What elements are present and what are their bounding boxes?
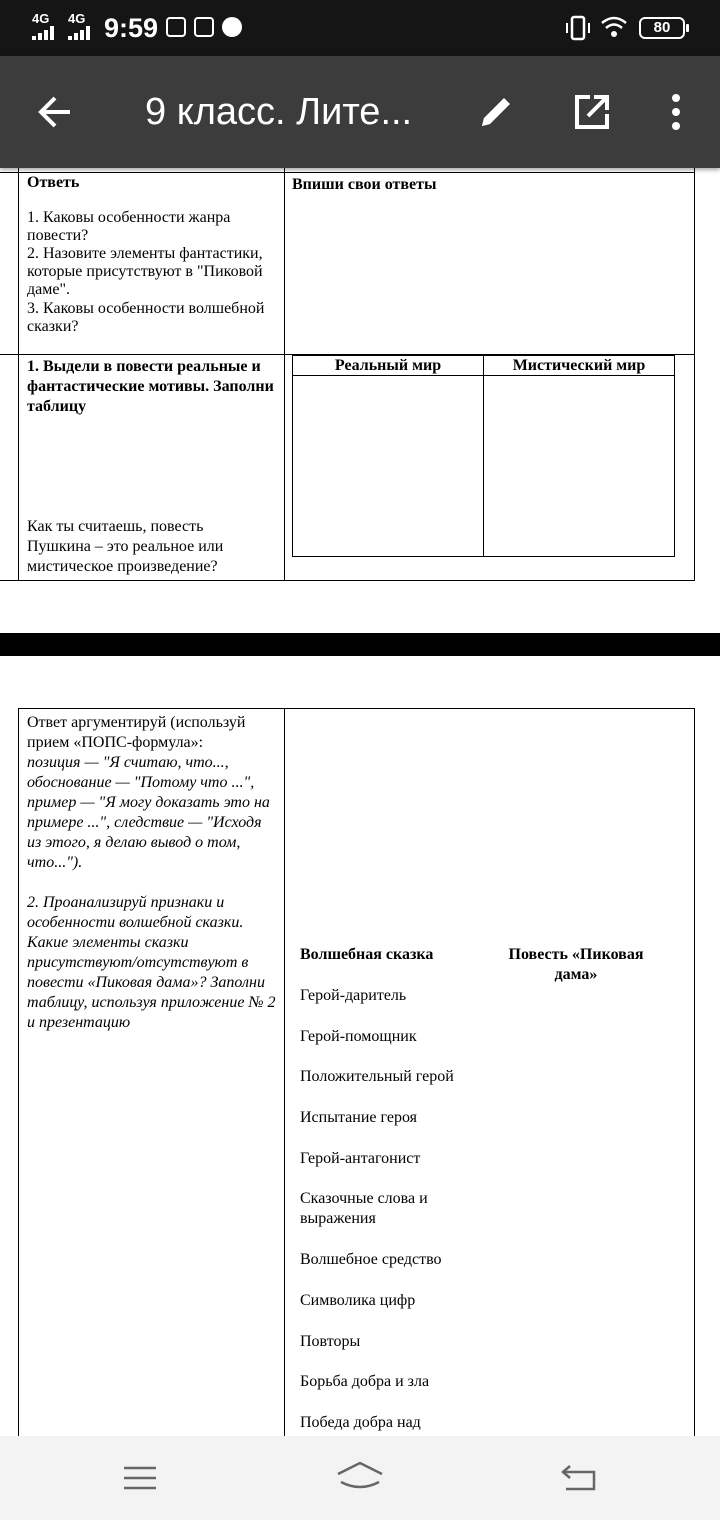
- vibrate-icon: [565, 14, 591, 42]
- table2-border-top: [18, 708, 695, 709]
- status-bar: [0, 0, 720, 56]
- back-button[interactable]: [26, 82, 86, 142]
- header-fairy-tale: Волшебная сказка: [300, 946, 434, 963]
- argument-intro: Ответ аргументируй (используй прием «ПОПС-формула»:: [27, 714, 246, 751]
- list-item: Победа добра над: [300, 1414, 421, 1431]
- speed-icon: [222, 17, 242, 37]
- table-border-left: [18, 168, 19, 581]
- list-item: Герой-помощник: [300, 1028, 417, 1045]
- network-type-2: 4G: [68, 11, 86, 26]
- table-border-right: [694, 168, 695, 581]
- open-external-button[interactable]: [562, 82, 622, 142]
- instagram-icon: [194, 17, 214, 37]
- table-border-bottom: [0, 580, 695, 581]
- navigation-bar: [0, 1436, 720, 1520]
- list-item: Волшебное средство: [300, 1251, 442, 1268]
- pops-formula: позиция — "Я считаю, что..., обоснование — "Потому что ...", пример — "Я могу доказать это на примере ...", следствие — "Исходя из этого, я делаю вывод о том, что...").: [27, 754, 270, 871]
- back-nav-button[interactable]: [550, 1456, 610, 1500]
- inner-table-left: [292, 355, 293, 557]
- answer-prompt: Впиши свои ответы: [292, 176, 437, 193]
- list-item: Герой-антагонист: [300, 1150, 421, 1167]
- message-icon: [166, 17, 186, 37]
- question-1: 1. Каковы особенности жанра повести?: [27, 209, 231, 244]
- inner-table-middle: [483, 355, 484, 557]
- list-item: Положительный герой: [300, 1068, 454, 1085]
- page-2: [0, 656, 720, 1436]
- arrow-back-icon: [36, 92, 76, 132]
- question-2: 2. Назовите элементы фантастики, которые присутствуют в "Пиковой даме".: [27, 245, 263, 298]
- document-title: 9 класс. Лите...: [145, 91, 413, 133]
- task-2: 2. Проанализируй признаки и особенности волшебной сказки. Какие элементы сказки присутствуют/отсутствуют в повести «Пиковая дама»? Заполни таблицу, используя приложение № 2 и презентацию: [27, 894, 276, 1031]
- table2-border-right: [694, 708, 695, 1436]
- clock: 9:59: [104, 13, 159, 43]
- open-external-icon: [572, 92, 612, 132]
- list-item: Герой-даритель: [300, 987, 407, 1004]
- edit-button[interactable]: [466, 82, 526, 142]
- column-mystic-world: Мистический мир: [512, 357, 646, 374]
- task-1: 1. Выдели в повести реальные и фантастические мотивы. Заполни таблицу: [27, 358, 274, 415]
- home-icon: [335, 1460, 385, 1496]
- back-return-icon: [560, 1463, 600, 1493]
- menu-lines-icon: [122, 1464, 158, 1492]
- table2-border-left: [18, 708, 19, 1436]
- document-viewer[interactable]: [0, 168, 720, 1436]
- column-real-world: Реальный мир: [334, 357, 442, 374]
- header-queen-of-spades: Повесть «Пиковая дама»: [508, 946, 644, 983]
- wifi-icon: [600, 14, 628, 40]
- more-vertical-icon: [666, 92, 686, 132]
- list-item: Испытание героя: [300, 1109, 417, 1126]
- home-button[interactable]: [330, 1456, 390, 1500]
- recent-apps-button[interactable]: [110, 1456, 170, 1500]
- row1-heading: Ответь: [27, 174, 80, 191]
- network-type-1: 4G: [32, 11, 50, 26]
- task-1-question: Как ты считаешь, повесть Пушкина – это реальное или мистическое произведение?: [27, 518, 224, 575]
- list-item: Борьба добра и зла: [300, 1373, 430, 1390]
- inner-table-right: [674, 355, 675, 557]
- app-bar: [0, 56, 720, 168]
- list-item: Символика цифр: [300, 1292, 416, 1309]
- signal-2-icon: [68, 12, 90, 40]
- list-item: Сказочные слова и выражения: [300, 1190, 428, 1227]
- pencil-icon: [476, 92, 516, 132]
- table-border-middle: [284, 168, 285, 581]
- signal-1-icon: [32, 12, 54, 40]
- battery-indicator: 80: [639, 17, 685, 39]
- list-item: Повторы: [300, 1333, 361, 1350]
- page-1: [0, 168, 720, 633]
- table2-border-middle: [284, 708, 285, 1436]
- question-3: 3. Каковы особенности волшебной сказки?: [27, 300, 265, 335]
- more-options-button[interactable]: [646, 82, 706, 142]
- page-break: [0, 633, 720, 656]
- table-border-top: [0, 172, 695, 173]
